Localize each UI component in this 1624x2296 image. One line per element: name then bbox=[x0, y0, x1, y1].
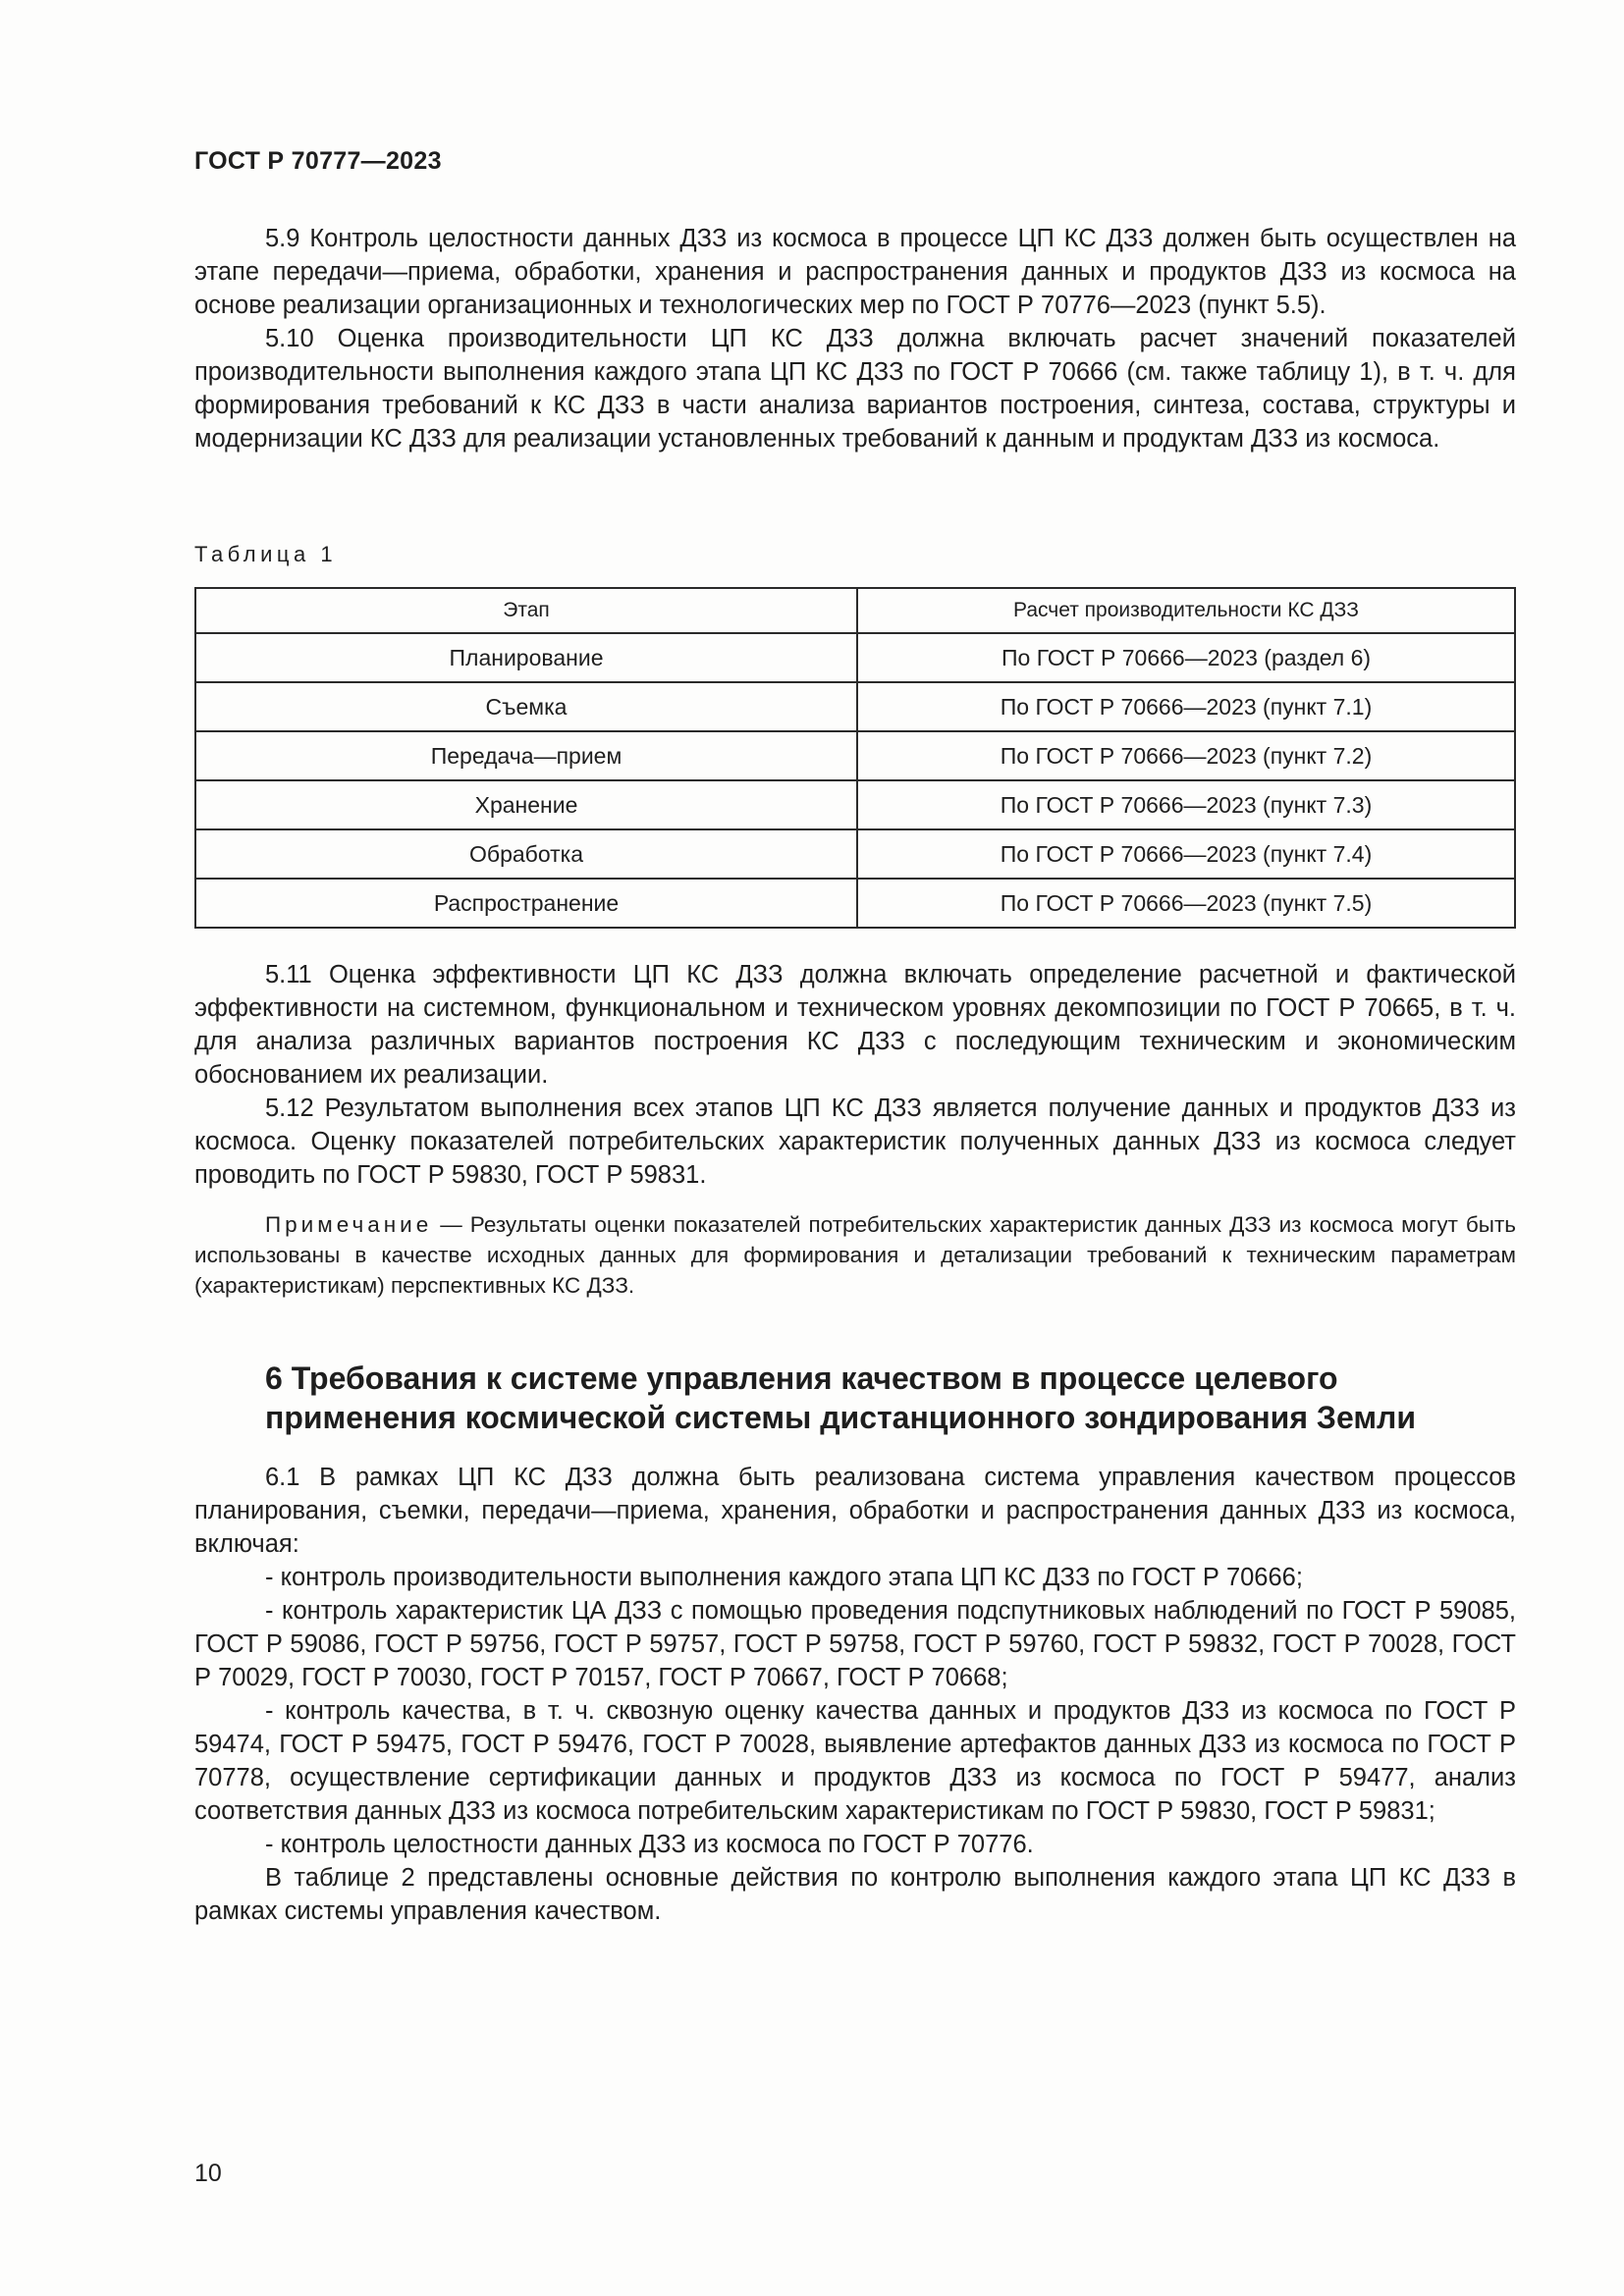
note-block bbox=[194, 1209, 1516, 1301]
table-cell-stage: Передача—прием bbox=[195, 731, 857, 780]
document-header: ГОСТ Р 70777—2023 bbox=[194, 147, 442, 175]
table-header-stage: Этап bbox=[195, 588, 857, 633]
table-row bbox=[195, 780, 1515, 829]
table-cell-calculation: По ГОСТ Р 70666—2023 (пункт 7.4) bbox=[857, 829, 1515, 879]
paragraph-6-1: 6.1 В рамках ЦП КС ДЗЗ должна быть реализована система управления качеством процессов планирования, съемки, передачи—приема, хранения, обработки и распространения данных ДЗЗ из космоса, включая: bbox=[194, 1464, 1516, 1558]
table-cell-calculation: По ГОСТ Р 70666—2023 (пункт 7.2) bbox=[857, 731, 1515, 780]
paragraph-5-10: 5.10 Оценка производительности ЦП КС ДЗЗ должна включать расчет значений показателей производительности выполнения каждого этапа ЦП КС ДЗЗ по ГОСТ Р 70666 (см. также таблицу 1), в т. ч. для формирования требований к КС ДЗЗ в части анализа вариантов построения, синтеза, состава, структуры и модернизации КС ДЗЗ для реализации установленных требований к данным и продуктам ДЗЗ из космоса. bbox=[194, 325, 1516, 453]
table-cell-stage: Распространение bbox=[195, 879, 857, 928]
table1 bbox=[194, 587, 1516, 929]
table-row bbox=[195, 731, 1515, 780]
list-item: - контроль производительности выполнения каждого этапа ЦП КС ДЗЗ по ГОСТ Р 70666; bbox=[265, 1564, 1303, 1591]
table-cell-calculation: По ГОСТ Р 70666—2023 (раздел 6) bbox=[857, 633, 1515, 682]
paragraph-table2-intro: В таблице 2 представлены основные действия по контролю выполнения каждого этапа ЦП КС ДЗЗ в рамках системы управления качеством. bbox=[194, 1864, 1516, 1925]
list-item: - контроль качества, в т. ч. сквозную оценку качества данных и продуктов ДЗЗ из космоса по ГОСТ Р 59474, ГОСТ Р 59475, ГОСТ Р 59476, ГОСТ Р 70028, выявление артефактов данных ДЗЗ из космоса по ГОСТ Р 70778, осуществление сертификации данных и продуктов ДЗЗ из космоса по ГОСТ Р 59477, анализ соответствия данных ДЗЗ из космоса потребительским характеристикам по ГОСТ Р 59830, ГОСТ Р 59831; bbox=[194, 1697, 1516, 1825]
paragraph-5-11: 5.11 Оценка эффективности ЦП КС ДЗЗ должна включать определение расчетной и фактической эффективности на системном, функциональном и техническом уровнях декомпозиции по ГОСТ Р 70665, в т. ч. для анализа различных вариантов построения КС ДЗЗ с последующим техническим и экономическим обоснованием их реализации. bbox=[194, 961, 1516, 1089]
table-header-row bbox=[195, 588, 1515, 633]
paragraph-5-12: 5.12 Результатом выполнения всех этапов ЦП КС ДЗЗ является получение данных и продуктов ДЗЗ из космоса. Оценку показателей потребительских характеристик полученных данных ДЗЗ из космоса следует проводить по ГОСТ Р 59830, ГОСТ Р 59831. bbox=[194, 1095, 1516, 1189]
table-row bbox=[195, 633, 1515, 682]
list-item: - контроль целостности данных ДЗЗ из космоса по ГОСТ Р 70776. bbox=[265, 1831, 1034, 1858]
list-item: - контроль характеристик ЦА ДЗЗ с помощью проведения подспутниковых наблюдений по ГОСТ Р 59085, ГОСТ Р 59086, ГОСТ Р 59756, ГОСТ Р 59757, ГОСТ Р 59758, ГОСТ Р 59760, ГОСТ Р 59832, ГОСТ Р 70028, ГОСТ Р 70029, ГОСТ Р 70030, ГОСТ Р 70157, ГОСТ Р 70667, ГОСТ Р 70668; bbox=[194, 1597, 1516, 1691]
section6-body bbox=[194, 1461, 1516, 1928]
paragraph-5-9: 5.9 Контроль целостности данных ДЗЗ из космоса в процессе ЦП КС ДЗЗ должен быть осуществлен на этапе передачи—приема, обработки, хранения и распространения данных и продуктов ДЗЗ из космоса на основе реализации организационных и технологических мер по ГОСТ Р 70776—2023 (пункт 5.5). bbox=[194, 225, 1516, 319]
section5-paragraphs-b bbox=[194, 958, 1516, 1192]
section5-paragraphs-a bbox=[194, 222, 1516, 455]
table-cell-stage: Планирование bbox=[195, 633, 857, 682]
table-row bbox=[195, 879, 1515, 928]
table-row bbox=[195, 682, 1515, 731]
table-cell-stage: Съемка bbox=[195, 682, 857, 731]
note-label: Примечание bbox=[265, 1212, 433, 1237]
table-cell-calculation: По ГОСТ Р 70666—2023 (пункт 7.3) bbox=[857, 780, 1515, 829]
table-cell-stage: Обработка bbox=[195, 829, 857, 879]
table-cell-calculation: По ГОСТ Р 70666—2023 (пункт 7.1) bbox=[857, 682, 1515, 731]
table-header-calculation: Расчет производительности КС ДЗЗ bbox=[857, 588, 1515, 633]
table1-title: Таблица 1 bbox=[194, 542, 338, 566]
table-row bbox=[195, 829, 1515, 879]
page-number: 10 bbox=[194, 2160, 222, 2187]
table-cell-calculation: По ГОСТ Р 70666—2023 (пункт 7.5) bbox=[857, 879, 1515, 928]
note-text: — Результаты оценки показателей потребительских характеристик данных ДЗЗ из космоса могут быть использованы в качестве исходных данных для формирования и детализации требований к техническим параметрам (характеристикам) перспективных КС ДЗЗ. bbox=[194, 1212, 1516, 1298]
table-cell-stage: Хранение bbox=[195, 780, 857, 829]
section6-heading: 6 Требования к системе управления качеством в процессе целевого применения космической системы дистанционного зондирования Земли bbox=[265, 1361, 1416, 1435]
